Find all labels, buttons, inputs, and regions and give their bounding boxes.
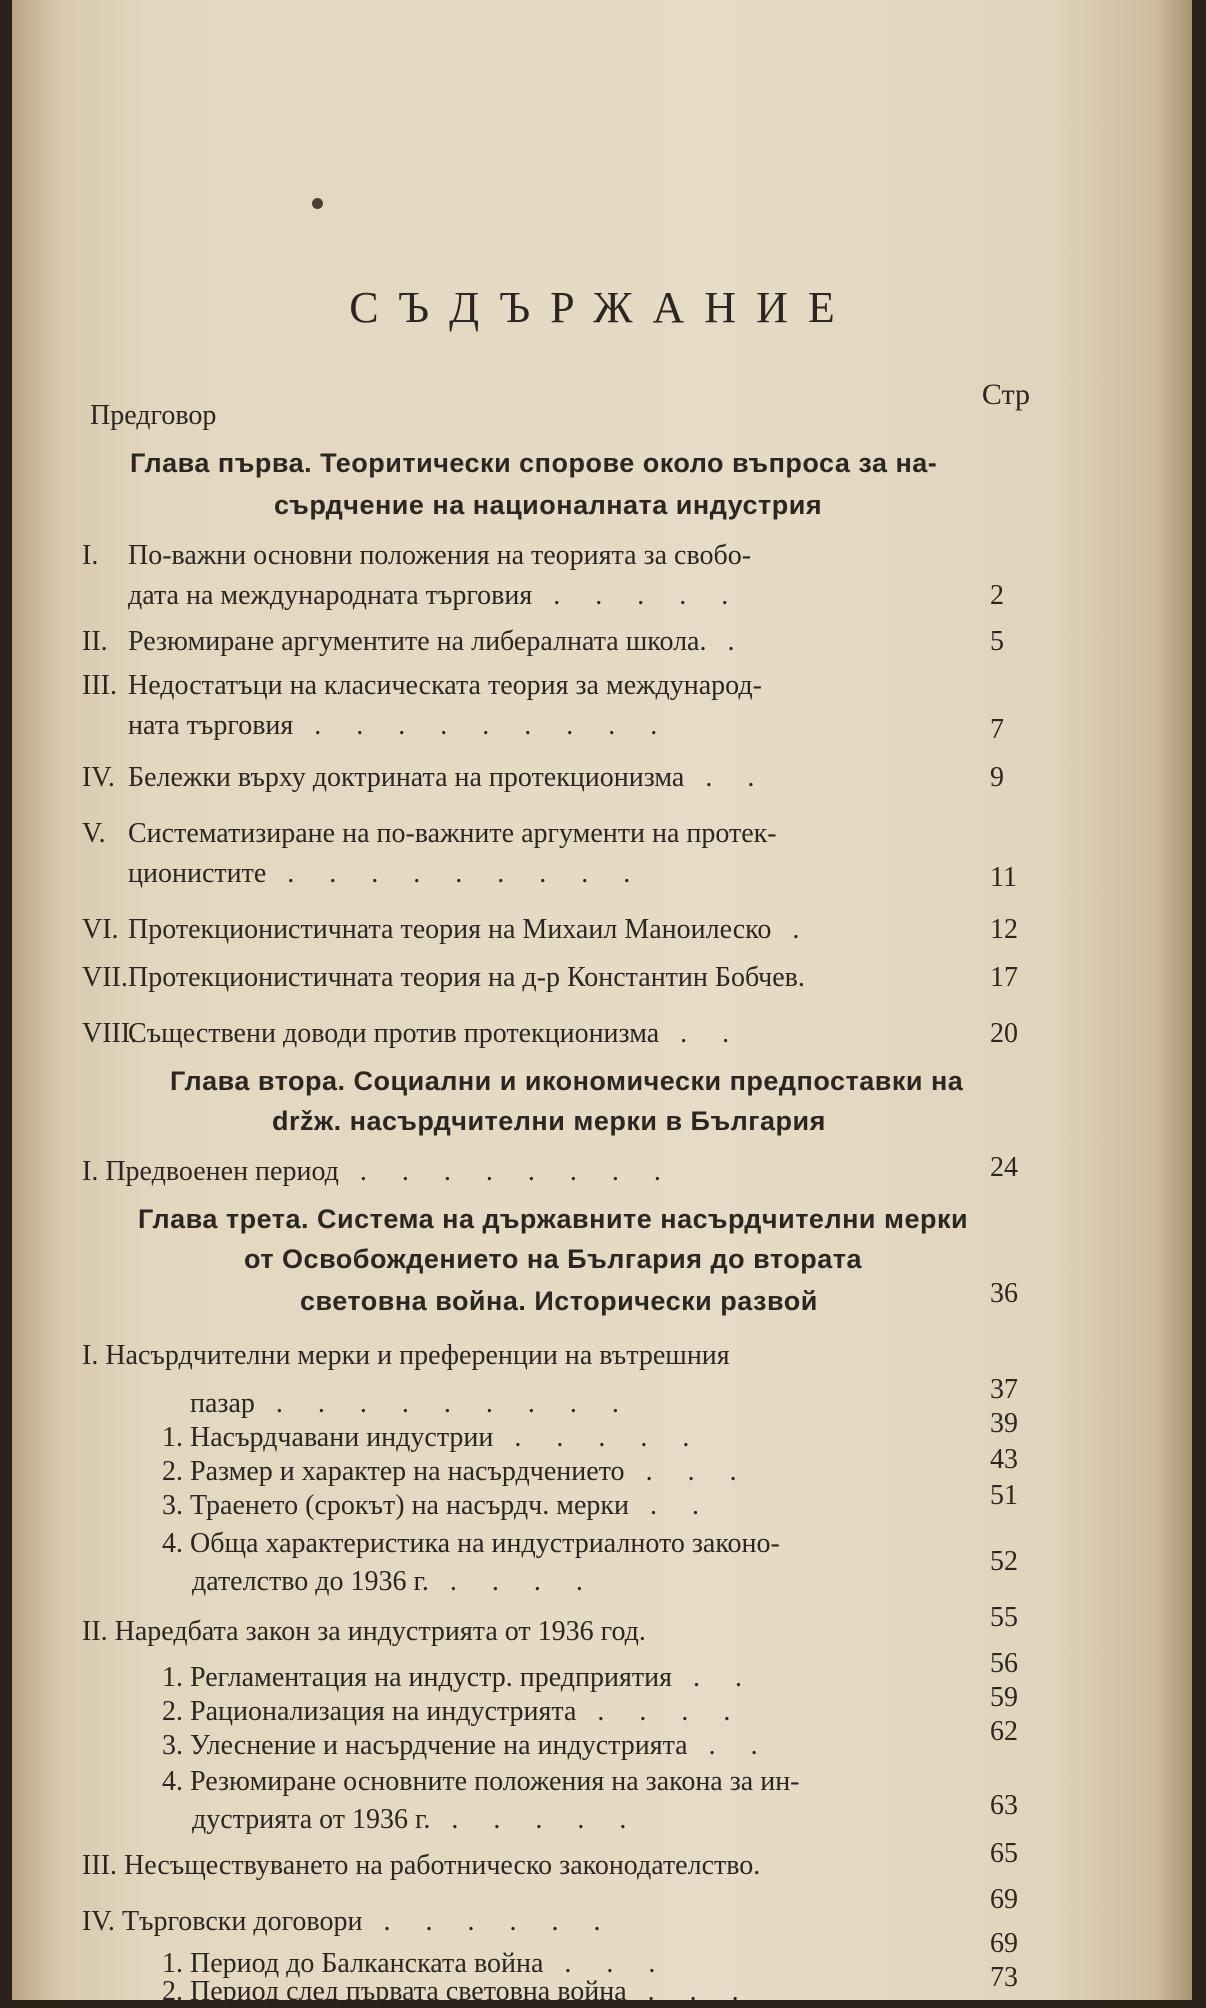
entry-number: 2.	[162, 1696, 183, 1727]
leader-dots: . .	[659, 1018, 744, 1049]
entry-number: III.	[82, 670, 117, 701]
page-number: 9	[990, 762, 1004, 793]
entry-number: 1.	[162, 1948, 183, 1979]
entry-text: Улеснение и насърдчение на индустрията	[190, 1730, 688, 1761]
leader-dots: . . .	[626, 1976, 753, 2007]
leader-dots: . .	[629, 1490, 713, 1521]
toc-subentry	[162, 1976, 753, 2008]
book-page	[12, 0, 1192, 2007]
page-number: 43	[990, 1444, 1018, 1475]
entry-number: IV.	[82, 1906, 115, 1937]
toc-subentry	[162, 1766, 800, 1798]
leader-dots: . .	[687, 1730, 772, 1761]
entry-text: Период до Балканската война	[190, 1948, 544, 1979]
entry-text: Размер и характер на насърдчението	[190, 1456, 625, 1487]
page-number: 62	[990, 1716, 1018, 1747]
page-number: 56	[990, 1648, 1018, 1679]
toc-entry	[82, 1906, 614, 1938]
entry-number: II.	[82, 1616, 108, 1647]
page-number: 69	[990, 1884, 1018, 1915]
entry-text: Недостатъци на класическата теория за международ-	[128, 670, 762, 701]
entry-text: Протекционистичната теория на Михаил Маноилеско	[128, 914, 772, 945]
page-number: 73	[990, 1962, 1018, 1993]
toc-entry-continued	[128, 858, 644, 890]
entry-text: Наредбата закон за индустрията от 1936 год.	[114, 1616, 646, 1647]
entry-number: 4.	[162, 1528, 183, 1559]
page-number: 39	[990, 1408, 1018, 1439]
toc-entry	[82, 1616, 646, 1648]
toc-entry	[82, 540, 751, 572]
leader-dots: . .	[671, 1662, 756, 1693]
entry-text: ционистите	[128, 858, 267, 889]
page-number: 5	[990, 626, 1004, 657]
page-number: 17	[990, 962, 1018, 993]
entry-text: Период след първата световна война	[190, 1976, 627, 2007]
entry-text: Насърдчителни мерки и преференции на вътрешния	[105, 1340, 730, 1371]
page-number: 7	[990, 714, 1004, 745]
leader-dots: .	[706, 626, 749, 657]
entry-text: Рационализация на индустрията	[190, 1696, 577, 1727]
page-column-label: Стр	[981, 378, 1030, 411]
entry-text: Систематизиране на по-важните аргументи на протек-	[128, 818, 777, 849]
toc-entry	[82, 914, 813, 946]
leader-dots: . . . . . . . . .	[254, 1388, 633, 1419]
chapter-heading: Глава първа. Теоритически спорове около въпроса за на-	[130, 448, 938, 478]
entry-number: 3.	[162, 1490, 183, 1521]
page-number: 63	[990, 1790, 1018, 1821]
entry-text: Траенето (срокът) на насърдч. мерки	[190, 1490, 629, 1521]
leader-dots: . .	[684, 762, 769, 793]
toc-entry	[82, 762, 768, 794]
leader-dots: . . . . .	[532, 580, 743, 611]
entry-text: По-важни основни положения на теорията за свобо-	[128, 540, 752, 571]
leader-dots: . . . . .	[430, 1804, 641, 1835]
page-number: 37	[990, 1374, 1018, 1405]
entry-number: I.	[82, 540, 99, 571]
page-number: 59	[990, 1682, 1018, 1713]
entry-number: I.	[82, 1340, 99, 1371]
entry-text: Бележки върху доктрината на протекционизма	[128, 762, 685, 793]
entry-number: 2.	[162, 1456, 183, 1487]
entry-number: VII.	[82, 962, 128, 993]
page-title: СЪДЪРЖАНИЕ	[349, 283, 855, 332]
entry-number: IV.	[82, 762, 115, 793]
page-number: 55	[990, 1602, 1018, 1633]
entry-text: Съществени доводи против протекционизма	[128, 1018, 660, 1049]
entry-text: Протекционистичната теория на д-р Константин Бобчев.	[128, 962, 805, 993]
leader-dots: . . .	[624, 1456, 751, 1487]
chapter-heading: сърдчение на националната индустрия	[274, 490, 823, 520]
toc-subentry	[162, 1490, 713, 1522]
entry-text: Търговски договори	[121, 1906, 363, 1937]
entry-number: VIII.	[82, 1018, 138, 1049]
chapter-heading: držж. насърдчителни мерки в България	[272, 1106, 826, 1136]
entry-text: Предвоенен период	[105, 1156, 339, 1187]
entry-text: ната търговия	[128, 710, 294, 741]
leader-dots: . . . . . . . .	[338, 1156, 675, 1187]
page-number: 24	[990, 1152, 1018, 1183]
page-number: 2	[990, 580, 1004, 611]
toc-entry-continued	[190, 1388, 633, 1420]
entry-text: дустрията от 1936 г.	[192, 1804, 431, 1835]
toc-subentry	[162, 1422, 703, 1454]
toc-subentry-continued	[192, 1804, 640, 1836]
entry-number: VI.	[82, 914, 119, 945]
entry-text: Резюмиране основните положения на закона за ин-	[190, 1766, 800, 1797]
entry-number: 3.	[162, 1730, 183, 1761]
chapter-heading: Глава трета. Система на държавните насърдчителни мерки	[138, 1204, 969, 1234]
entry-number: III.	[82, 1850, 117, 1881]
entry-number: 4.	[162, 1766, 183, 1797]
preface-entry: Предговор	[90, 400, 217, 431]
toc-entry	[82, 626, 748, 658]
entry-number: I.	[82, 1156, 99, 1187]
toc-subentry	[162, 1696, 744, 1728]
entry-text: Регламентация на индустр. предприятия	[190, 1662, 672, 1693]
leader-dots: . . . . . .	[362, 1906, 615, 1937]
page-number: 52	[990, 1546, 1018, 1577]
leader-dots: .	[771, 914, 814, 945]
toc-subentry	[162, 1456, 751, 1488]
leader-dots: . . .	[543, 1948, 670, 1979]
toc-entry	[82, 670, 762, 702]
entry-text: дателство до 1936 г.	[192, 1566, 429, 1597]
toc-subentry	[162, 1662, 756, 1694]
page-number: 11	[990, 862, 1017, 893]
toc-entry	[82, 1850, 760, 1882]
leader-dots: . . . .	[576, 1696, 745, 1727]
leader-dots: . . . .	[428, 1566, 597, 1597]
leader-dots: . . . . . . . . .	[293, 710, 672, 741]
toc-entry	[82, 1018, 743, 1050]
toc-subentry-continued	[192, 1566, 597, 1598]
entry-text: пазар	[190, 1388, 255, 1419]
toc-subentry	[162, 1730, 772, 1762]
entry-text: Резюмиране аргументите на либералната школа.	[128, 626, 707, 657]
leader-dots: . . . . .	[493, 1422, 704, 1453]
page-number: 69	[990, 1928, 1018, 1959]
page-number: 36	[990, 1278, 1018, 1309]
toc-entry-continued	[128, 580, 742, 612]
entry-number: II.	[82, 626, 108, 657]
toc-entry	[82, 962, 805, 994]
page-number: 12	[990, 914, 1018, 945]
chapter-heading: световна война. Исторически развой	[300, 1286, 818, 1316]
entry-text: Несъществуването на работническо законодателство.	[123, 1850, 761, 1881]
page-number: 65	[990, 1838, 1018, 1869]
chapter-heading: от Освобождението на България до втората	[244, 1244, 862, 1274]
entry-number: V.	[82, 818, 106, 849]
page-number: 20	[990, 1018, 1018, 1049]
toc-entry	[82, 1340, 730, 1372]
entry-text: дата на международната търговия	[128, 580, 533, 611]
entry-text: Обща характеристика на индустриалното законо-	[190, 1528, 780, 1559]
leader-dots: . . . . . . . . .	[266, 858, 645, 889]
toc-entry	[82, 818, 777, 850]
toc-entry-continued	[128, 710, 671, 742]
entry-text: Насърдчавани индустрии	[190, 1422, 494, 1453]
chapter-heading: Глава втора. Социални и икономически предпоставки на	[170, 1066, 964, 1096]
entry-number: 1.	[162, 1422, 183, 1453]
entry-number: 1.	[162, 1662, 183, 1693]
toc-subentry	[162, 1528, 780, 1560]
toc-entry	[82, 1156, 675, 1188]
entry-number: 2.	[162, 1976, 183, 2007]
ink-spot	[312, 198, 323, 209]
page-number: 51	[990, 1480, 1018, 1511]
